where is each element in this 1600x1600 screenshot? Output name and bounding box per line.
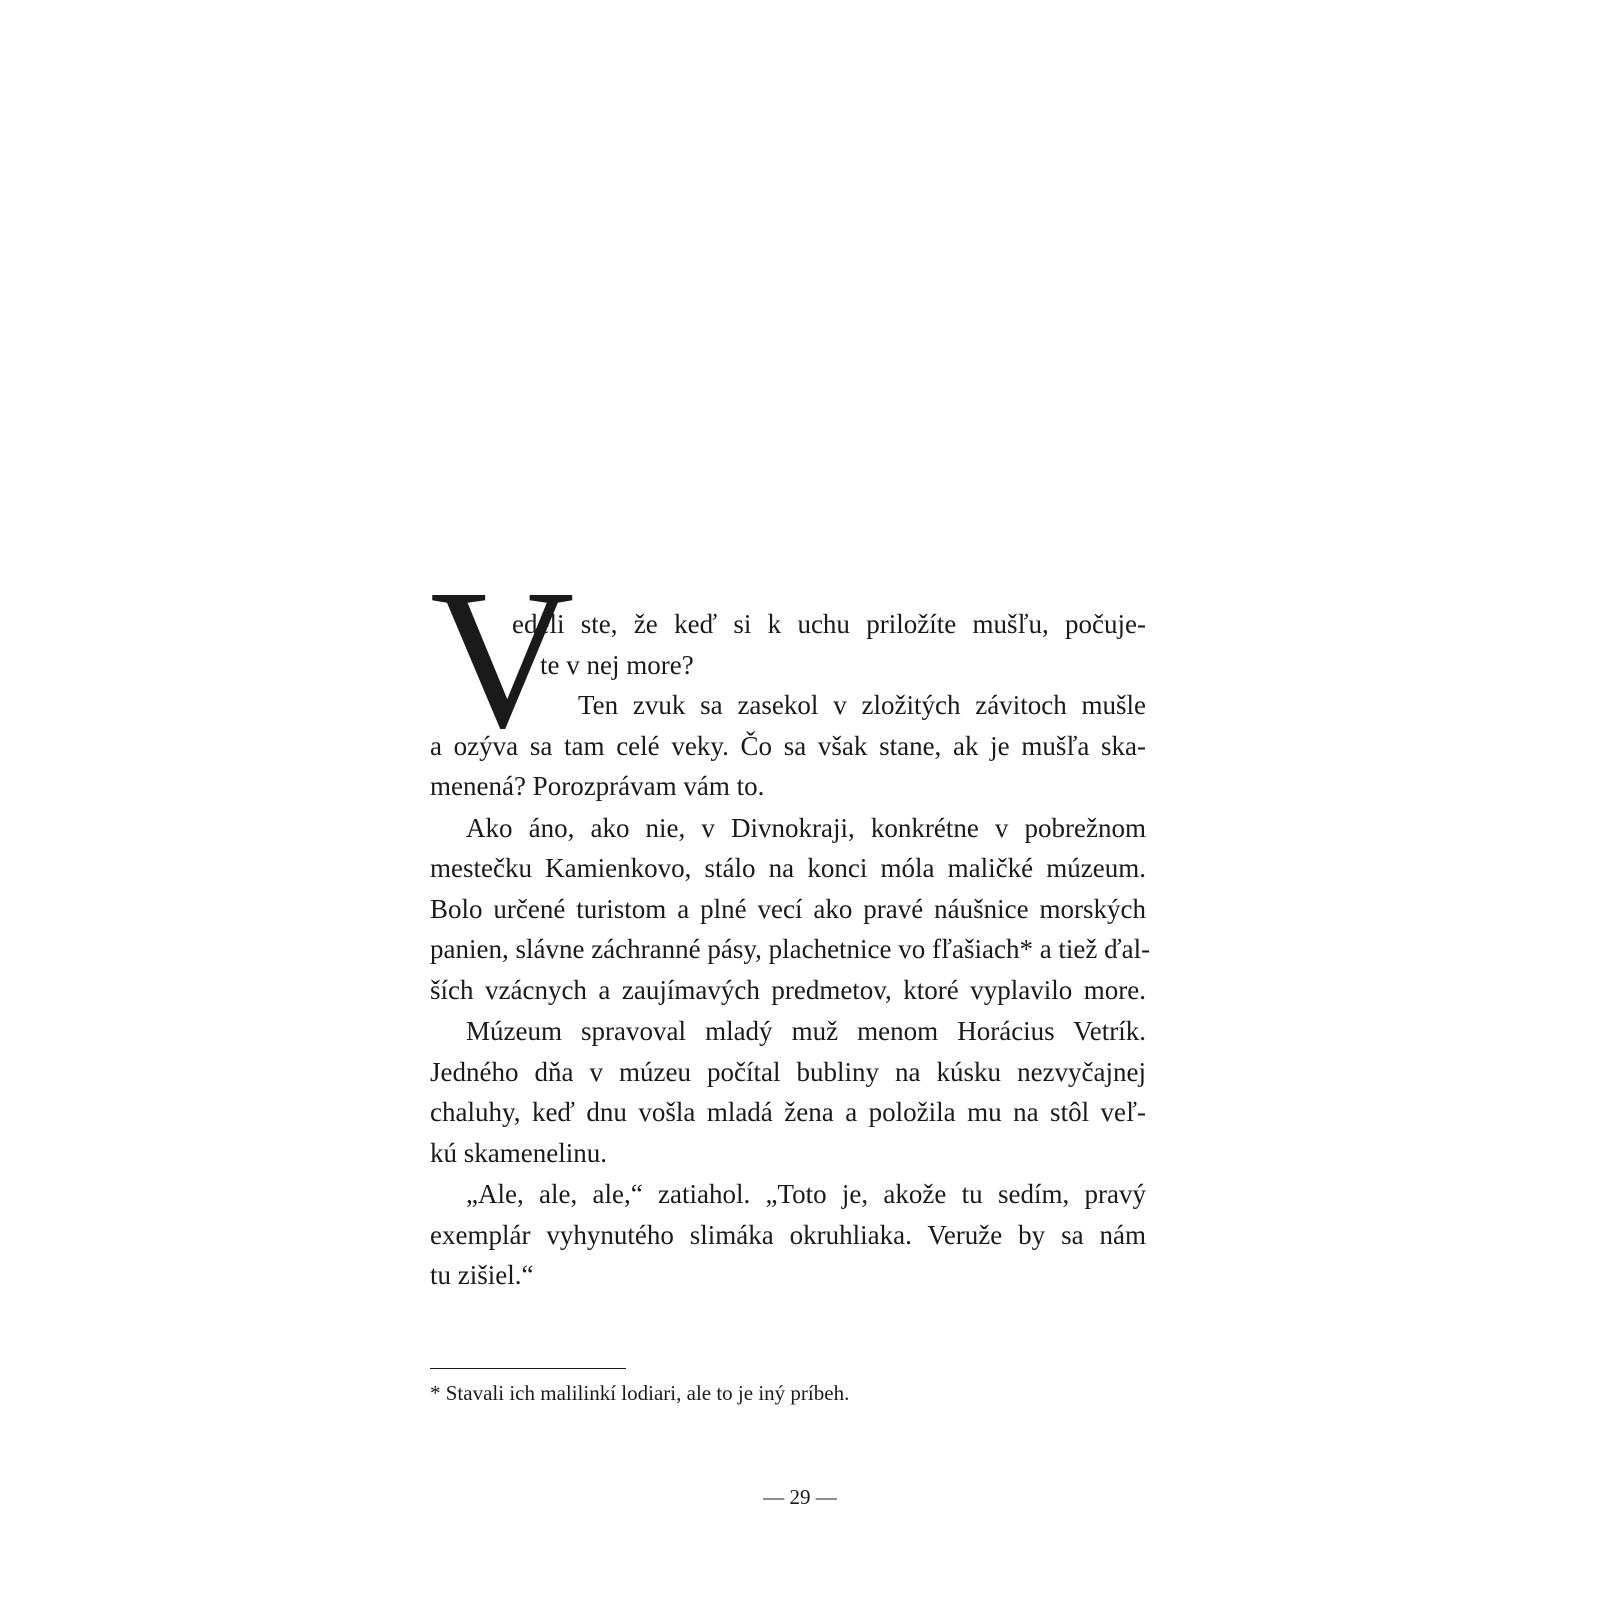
text-line-5: menená? Porozprávam vám to. [430, 771, 765, 801]
text-line-6: Ako áno, ako nie, v Divnokraji, konkrétne v pobrežnom [466, 813, 1146, 843]
text-line-14: kú skamenelinu. [430, 1138, 607, 1168]
text-line-12: Jedného dňa v múzeu počítal bubliny na kúsku nezvyčajnej [430, 1057, 1146, 1087]
text-line-1: edeli ste, že keď si k uchu priložíte mušľu, počuje- [512, 609, 1146, 639]
text-line-8: Bolo určené turistom a plné vecí ako pravé náušnice morských [430, 894, 1146, 924]
text-line-13: chaluhy, keď dnu vošla mladá žena a položila mu na stôl veľ- [430, 1097, 1146, 1127]
text-line-4: a ozýva sa tam celé veky. Čo sa však stane, ak je mušľa ska- [430, 731, 1146, 761]
text-line-3: Ten zvuk sa zasekol v zložitých závitoch mušle [578, 690, 1146, 720]
footnote-divider [430, 1368, 626, 1369]
page-number: — 29 — [763, 1485, 837, 1509]
footnote-text: * Stavali ich malilinkí lodiari, ale to je iný príbeh. [430, 1381, 850, 1405]
text-line-9: panien, slávne záchranné pásy, plachetnice vo fľašiach* a tiež ďal- [430, 934, 1151, 964]
text-line-15: „Ale, ale, ale,“ zatiahol. „Toto je, akože tu sedím, pravý [466, 1179, 1146, 1209]
text-line-7: mestečku Kamienkovo, stálo na konci móla maličké múzeum. [430, 853, 1146, 883]
text-line-16: exemplár vyhynutého slimáka okruhliaka. Veruže by sa nám [430, 1220, 1146, 1250]
drop-cap-letter: V [430, 549, 575, 770]
text-line-2: te v nej more? [540, 650, 694, 680]
text-line-17: tu zišiel.“ [430, 1260, 534, 1290]
text-line-11: Múzeum spravoval mladý muž menom Horácius Vetrík. [466, 1016, 1146, 1046]
text-line-10: ších vzácnych a zaujímavých predmetov, ktoré vyplavilo more. [430, 975, 1146, 1005]
